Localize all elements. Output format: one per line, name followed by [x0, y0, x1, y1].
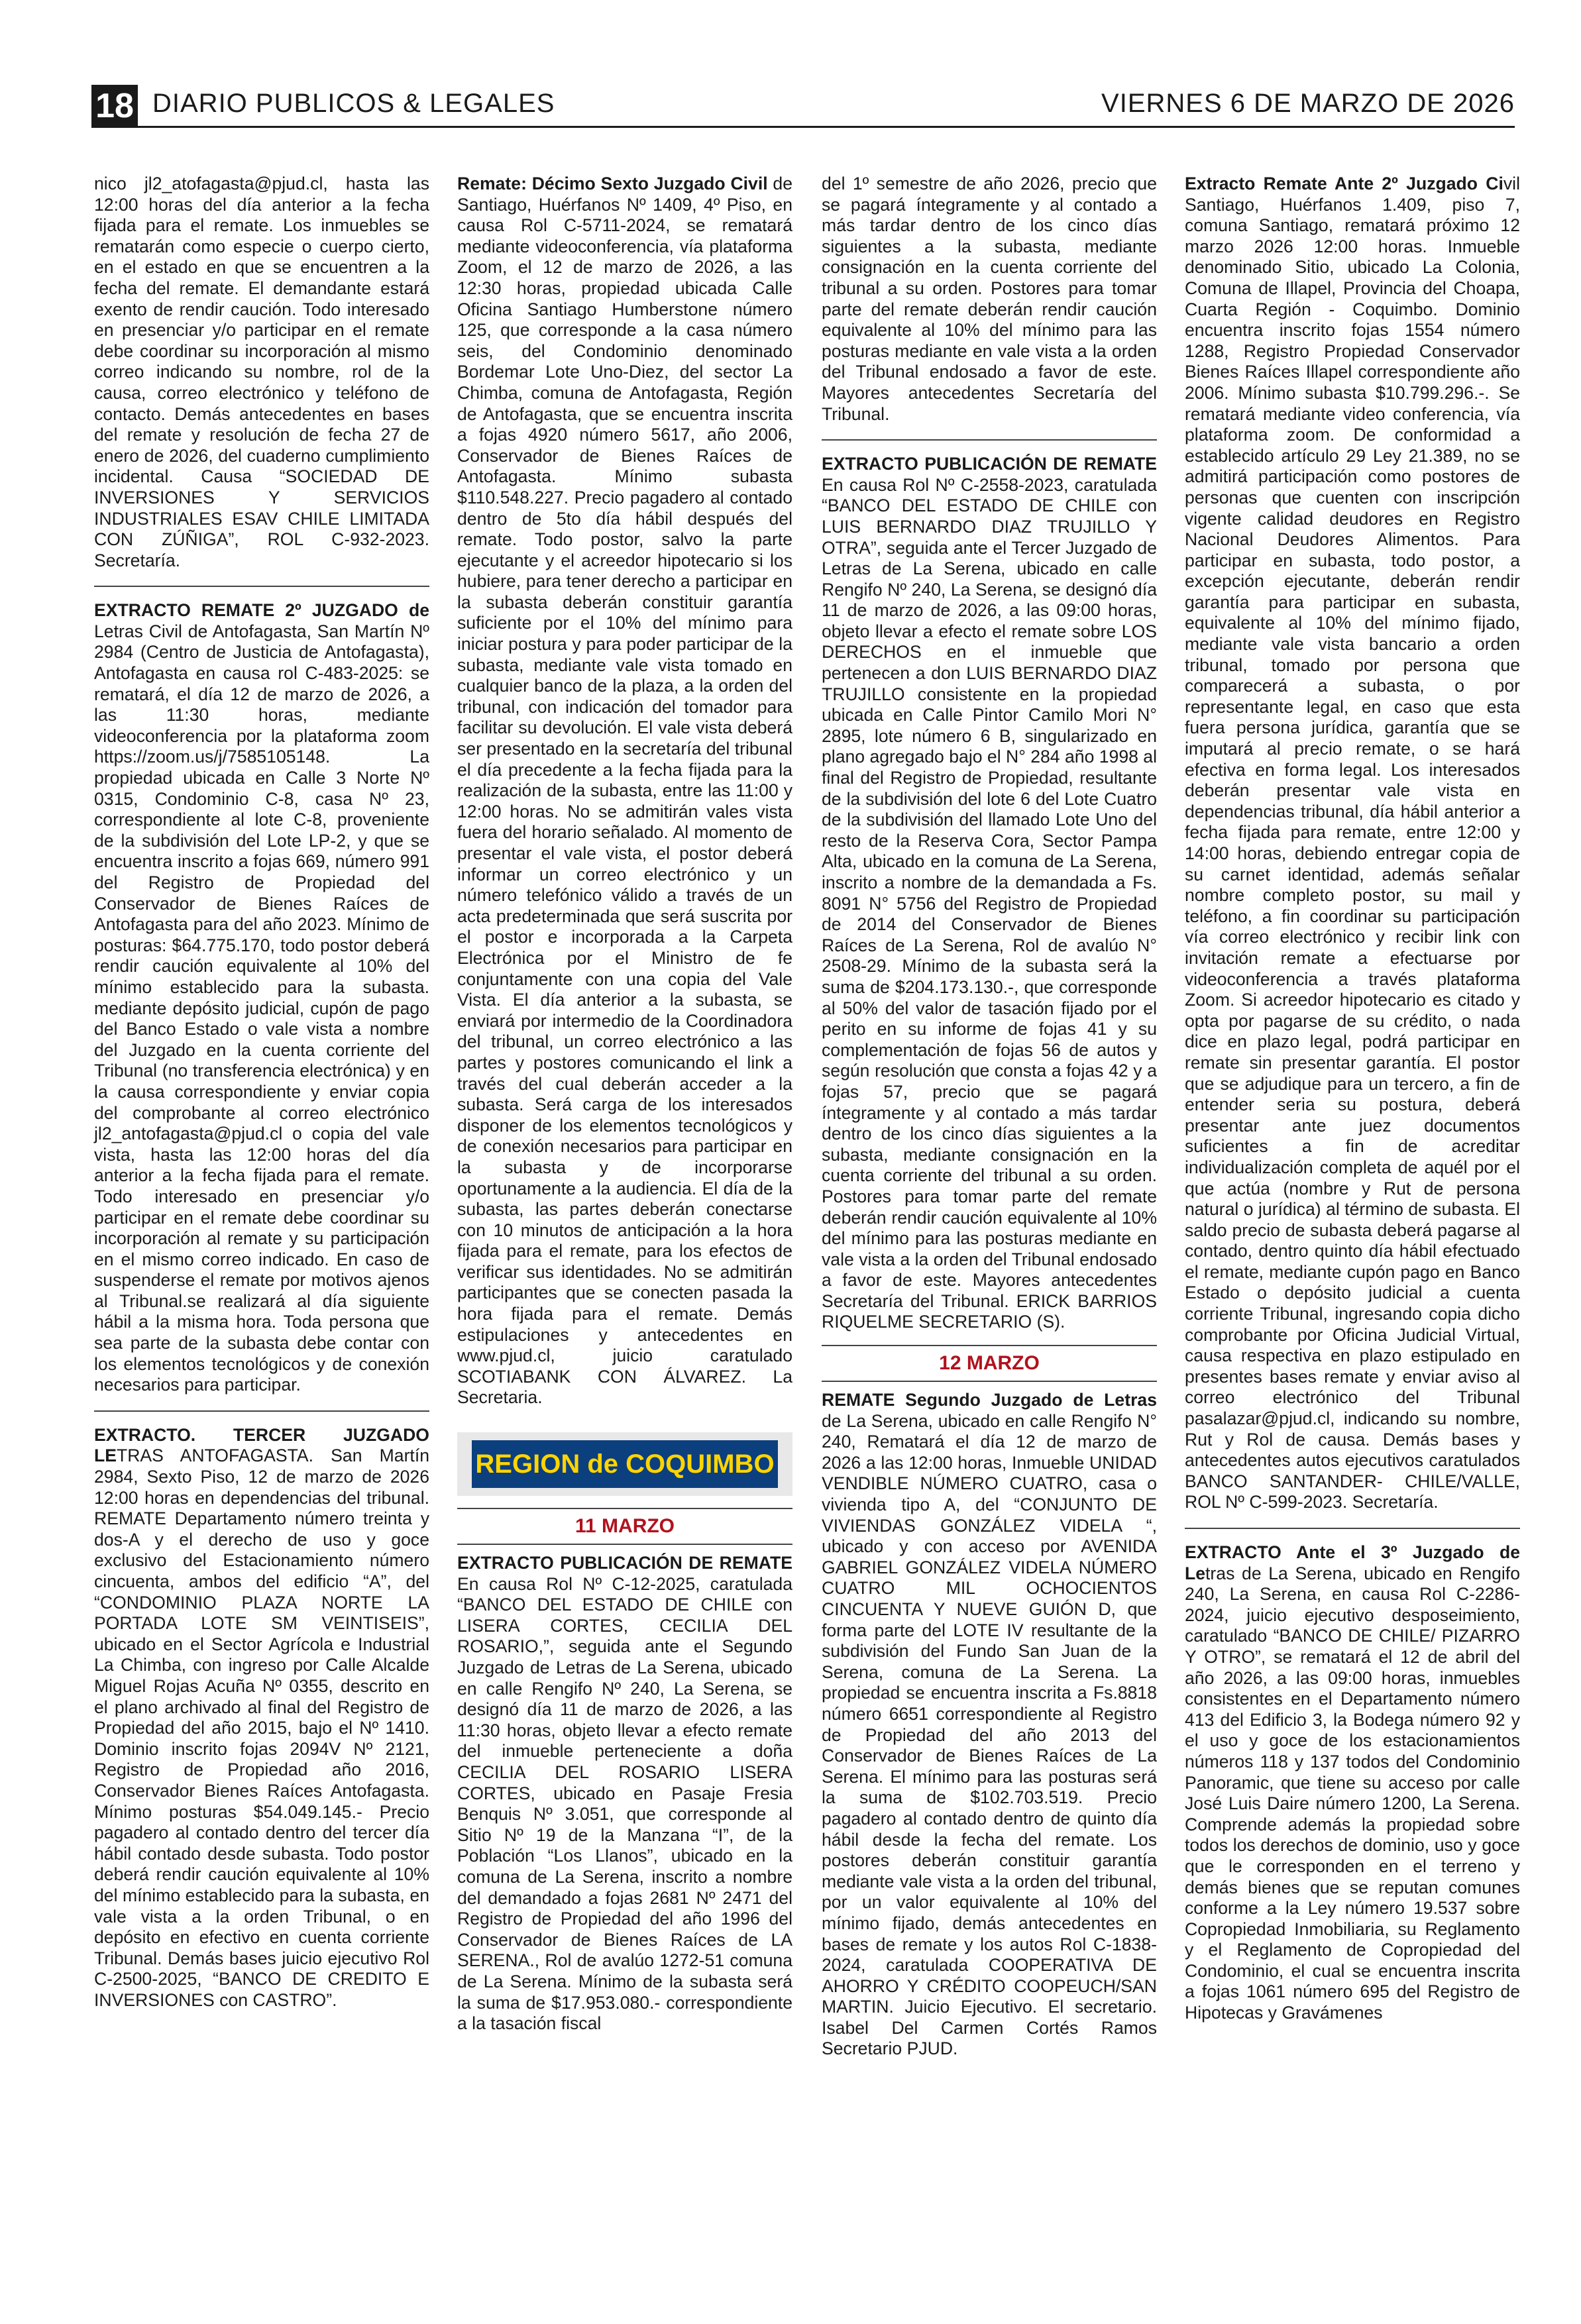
masthead: [91, 85, 1515, 128]
notice-heading: EXTRACTO REMATE 2º JUZGADO de: [94, 600, 429, 621]
notice: [1185, 174, 1520, 1513]
notice-heading: Remate: Décimo Sexto Juzgado Civil: [457, 174, 768, 193]
notice-heading: Extracto Remate Ante 2º Juzgado Ci: [1185, 174, 1503, 193]
notice-body: En causa Rol Nº C-12-2025, caratulada “BANCO DEL ESTADO DE CHILE con LISERA CORTES, CECILIA DEL ROSARIO,”, seguida ante el Segundo Juzgado de Letras de La Serena, ubicado en calle Rengifo Nº 240, La Serena, se designó día 11 de marzo de 2026, a las 11:30 horas, objeto llevar a efecto remate del inmueble perteneciente a doña CECILIA DEL ROSARIO LISERA CORTES, ubicado en Pasaje Fresia Benquis Nº 3.051, que corresponde al Sitio Nº 19 de la Manzana “I”, de la Población “Los Llanos”, ubicado en la comuna de La Serena, inscrito a nombre del demandado a fojas 2681 Nº 2471 del Registro de Propiedad del año 1996 del Conservador de Bienes Raíces de LA SERENA., Rol de avalúo 1272-51 comuna de La Serena. Mínimo de la subasta será la suma de $17.953.080.- correspondiente a la tasación fiscal: [457, 1573, 792, 2034]
notice-body: de Santiago, Huérfanos Nº 1409, 4º Piso, en causa Rol C-5711-2024, se rematará mediante videoconferencia, vía plataforma Zoom, el 12 de marzo de 2026, a las 12:30 horas, propiedad ubicada Calle Oficina Santiago Humberstone número 125, que corresponde a la casa número seis, del Condominio denominado Bordemar Lote Uno-Diez, del sector La Chimba, comuna de Antofagasta, Región de Antofagasta, que se encuentra inscrita a fojas 4920 número 5617, año 2006, Conservador de Bienes Raíces de Antofagasta. Mínimo subasta $110.548.227. Precio pagadero al contado dentro de 5to día hábil después del remate. Todo postor, salvo la parte ejecutante y el acreedor hipotecario si los hubiere, para tener derecho a participar en la subasta deberán constituir garantía suficiente por el 10% del mínimo para iniciar postura y para poder participar de la subasta, mediante vale vista tomado en cualquier banco de la plaza, a la orden del tribunal, con indicación del tomador para facilitar su devolución. El vale vista deberá ser presentado en la secretaría del tribunal el día precedente a la fecha fijada para la realización de la subasta, entre las 11:00 y 12:00 horas. No se admitirán vales vista fuera del horario señalado. Al momento de presentar el vale vista, el postor deberá informar un correo electrónico y un número telefónico válido a través de un acta predeterminada que será suscrita por el postor e incorporada a la Carpeta Electrónica por el Ministro de fe conjuntamente con una copia del Vale Vista. El día anterior a la subasta, se enviará por intermedio de la Coordinadora del tribunal, un correo electrónico a las partes y postores comunicando el link a través del cual deberán acceder a la subasta. Será carga de los interesados disponer de los elementos tecnológicos y de conexión necesarios para participar en la subasta y de incorporarse oportunamente a la audiencia. El día de la subasta, las partes deberán conectarse con 10 minutos de anticipación a la hora fijada para el remate, para los efectos de verificar sus identidades. No se admitirán participantes que se conecten pasada la hora fijada para el remate. Demás estipulaciones y antecedentes en www.pjud.cl, juicio caratulado SCOTIABANK CON ÁLVAREZ. La Secretaria.: [457, 174, 792, 1408]
notice-heading: REMATE Segundo Juzgado de Letras: [822, 1390, 1157, 1410]
notice-body: Letras Civil de Antofagasta, San Martín Nº 2984 (Centro de Justicia de Antofagasta), Antofagasta en causa rol C-483-2025: se rematará, el día 12 de marzo de 2026, a las 11:30 horas, mediante videoconferencia por la plataforma zoom https://zoom.us/j/7585105148. La propiedad ubicada en Calle 3 Norte Nº 0315, Condominio C-8, casa Nº 23, correspondiente al lote C-8, proveniente de la subdivisión del Lote LP-2, y que se encuentra inscrito a fojas 669, número 991 del Registro de Propiedad del Conservador de Bienes Raíces de Antofagasta para del año 2023. Mínimo de posturas: $64.775.170, todo postor deberá rendir caución equivalente al 10% del mínimo establecido para la subasta. mediante depósito judicial, cupón de pago del Banco Estado o vale vista a nombre del Juzgado en la cuenta corriente del Tribunal (no transferencia electrónica) y en la causa correspondiente y enviar copia del comprobante al correo electrónico jl2_antofagasta@pjud.cl o copia del vale vista, hasta las 12:00 horas del día anterior a la fecha fijada para el remate. Todo interesado en presenciar y/o participar en el remate debe coordinar su incorporación al remate y su participación en el mismo correo indicado. En caso de suspenderse el remate por motivos ajenos al Tribunal.se realizará al día siguiente hábil a la misma hora. Toda persona que sea parte de la subasta debe contar con los elementos tecnológicos y de conexión necesarios para participar.: [94, 621, 429, 1395]
notice: [822, 1390, 1157, 2060]
notice-heading: EXTRACTO Ante el 3º Juzgado de Le: [1185, 1542, 1520, 1583]
notice: [94, 600, 429, 1396]
publication-date: VIERNES 6 DE MARZO DE 2026: [1101, 89, 1515, 118]
notice: [822, 454, 1157, 1333]
notice-divider: [822, 439, 1157, 441]
notice: [457, 1553, 792, 2034]
notice-body: tras de La Serena, ubicado en Rengifo 240, La Serena, en causa Rol C-2286-2024, juicio ejecutivo desposeimiento, caratulado “BANCO DE CHILE/ PIZARRO Y OTRO”, se rematará el 12 de abril del año 2026, a las 09:00 horas, inmuebles consistentes en el Departamento número 413 del Edificio 3, la Bodega número 92 y el uso y goce de los estacionamientos números 118 y 137 todos del Condominio Panoramic, que tiene su acceso por calle José Luis Daire número 1200, La Serena. Comprende además la propiedad sobre todos los derechos de dominio, uso y goce que le corresponden en el terreno y demás bienes que se reputan comunes conforme a la Ley número 19.537 sobre Copropiedad Inmobiliaria, su Reglamento y el Reglamento de Copropiedad del Condominio, el cual se encuentra inscrita a fojas 1061 número 695 del Registro de Hipotecas y Gravámenes: [1185, 1563, 1520, 2023]
notice-divider: [1185, 1528, 1520, 1529]
notice-text: nico jl2_atofagasta@pjud.cl, hasta las 12:00 horas del día anterior a la fecha fijada para el remate. Los inmuebles se rematarán como especie o cuerpo cierto, en el estado en que se encuentren a la fecha del remate. El demandante estará exento de rendir caución. Todo interesado en presenciar y/o participar en el remate debe coordinar su incorporación al mismo correo indicando su nombre, rol de la causa, correo electrónico y teléfono de contacto. Demás antecedentes en bases del remate y resolución de fecha 27 de enero de 2026, del cuaderno cumplimiento incidental. Causa “SOCIEDAD DE INVERSIONES Y SERVICIOS INDUSTRIALES ESAV CHILE LIMITADA CON ZÚÑIGA”, ROL C-932-2023. Secretaría.: [94, 174, 429, 570]
column-1: [94, 174, 429, 2011]
notice-divider: [94, 1410, 429, 1412]
page-number: 18: [91, 85, 138, 127]
notice-heading: EXTRACTO PUBLICACIÓN DE REMATE: [822, 454, 1157, 474]
date-heading: 12 MARZO: [822, 1345, 1157, 1382]
notice-text: del 1º semestre de año 2026, precio que se pagará íntegramente y al contado a más tardar dentro de los cinco días siguientes a la subasta, mediante consignación en la cuenta corriente del tribunal a su orden. Postores para tomar parte del remate deberán rendir caución equivalente al 10% del mínimo para las posturas mediante en vale vista a la orden del Tribunal endosado a favor de este. Mayores antecedentes Secretaría del Tribunal.: [822, 174, 1157, 424]
notice: [457, 174, 792, 1408]
notice-body: En causa Rol Nº C-2558-2023, caratulada “BANCO DEL ESTADO DE CHILE con LUIS BERNARDO DIAZ TRUJILLO Y OTRA”, seguida ante el Tercer Juzgado de Letras de La Serena, ubicado en calle Rengifo Nº 240, La Serena, se designó día 11 de marzo de 2026, a las 09:00 horas, objeto llevar a efecto el remate sobre LOS DERECHOS en el inmueble que pertenecen a don LUIS BERNARDO DIAZ TRUJILLO consistente en la propiedad ubicada en Calle Pintor Camilo Mori N° 2895, lote número 6 B, singularizado en plano agregado bajo el N° 284 año 1998 al final del Registro de Propiedad, resultante de la subdivisión del lote 6 del Lote Cuatro de la subdivisión del llamado Lote Uno del resto de la Reserva Cora, Sector Pampa Alta, ubicado en la comuna de La Serena, inscrito a nombre de la demandada a Fs. 8091 N° 5756 del Registro de Propiedad de 2014 del Conservador de Bienes Raíces de La Serena, Rol de avalúo N° 2508-29. Mínimo de la subasta será la suma de $204.173.130.-, que corresponde al 50% del valor de tasación fijado por el perito en su informe de fojas 41 y su complementación de fojas 56 de autos y según resolución que consta a fojas 42 y a fojas 57, precio que se pagará íntegramente y al contado a más tardar dentro de los cinco días siguientes a la subasta, mediante consignación en la cuenta corriente del tribunal a su orden. Postores para tomar parte del remate deberán rendir caución equivalente al 10% del mínimo para las posturas mediante en vale vista a la orden del Tribunal endosado a favor de este. Mayores antecedentes Secretaría del Tribunal. ERICK BARRIOS RIQUELME SECRETARIO (S).: [822, 474, 1157, 1332]
column-4: [1185, 174, 1520, 2024]
region-banner: [457, 1432, 792, 1496]
notice-body: vil Santiago, Huérfanos 1.409, piso 7, comuna Santiago, rematará próximo 12 marzo 2026 12:00 horas. Inmueble denominado Sitio, ubicado La Colonia, Comuna de Illapel, Provincia del Choapa, Cuarta Región - Coquimbo. Dominio encuentra inscrito fojas 1554 número 1288, Registro Propiedad Conservador Bienes Raíces Illapel correspondiente año 2006. Mínimo subasta $10.799.296.-. Se rematará mediante video conferencia, vía plataforma zoom. De conformidad a establecido artículo 29 Ley 21.389, no se admitirá participación como postores de personas que cuenten con inscripción vigente calidad deudores en Registro Nacional Deudores Alimentos. Para participar en subasta, todo postor, a excepción ejecutante, deberán rendir garantía para participar en subasta, equivalente al 10% del mínimo fijado, mediante vale vista bancario a orden tribunal, tomado por persona que comparecerá a subasta, o por representante legal, en caso que esta fuera persona jurídica, garantía que se imputará al precio remate, o se hará efectiva en forma legal. Los interesados deberán presentar vale vista en dependencias tribunal, día hábil anterior a fecha fijada para remate, entre 12:00 y 14:00 horas, debiendo entregar copia de su carnet identidad, además señalar nombre completo postor, su mail y teléfono, a fin coordinar su participación vía correo electrónico y recibir link con invitación remate a efectuarse por videoconferencia a través plataforma Zoom. Si acreedor hipotecario es citado y opta por pagarse de su crédito, o nada dice en plazo legal, podrá participar en remate sin presentar garantía. El postor que se adjudique para un tercero, a fin de entender seria su postura, deberá presentar ante juez documentos suficientes a fin de acreditar individualización completa de aquél por el que actúa (nombre y Rut de persona natural o jurídica) al término de subasta. El saldo precio de subasta deberá pagarse al contado, dentro quinto día hábil efectuado el remate, mediante cupón pago en Banco Estado o depósito judicial a cuenta corriente Tribunal, ingresando copia dicho comprobante por Oficina Judicial Virtual, causa respectiva en plazo estipulado en presentes bases remate y enviar aviso al correo electrónico del Tribunal pasalazar@pjud.cl, indicando su nombre, Rut y Rol de causa. Demás bases y antecedentes autos ejecutivos caratulados BANCO SANTANDER- CHILE/VALLE, ROL Nº C-599-2023. Secretaría.: [1185, 174, 1520, 1512]
notice-heading: EXTRACTO. TERCER JUZGADO LE: [94, 1424, 429, 1466]
notice-body: TRAS ANTOFAGASTA. San Martín 2984, Sexto Piso, 12 de marzo de 2026 12:00 horas en dependencias del tribunal. REMATE Departamento número treinta y dos-A y el derecho de uso y goce exclusivo del Estacionamiento número cincuenta, ambos del edificio “A”, del “CONDOMINIO PLAZA NORTE LA PORTADA LOTE SM VEINTISEIS”, ubicado en el Sector Agrícola e Industrial La Chimba, con ingreso por Calle Alcalde Miguel Rojas Acuña Nº 0355, descrito en el plano archivado al final del Registro de Propiedad del año 2015, bajo el Nº 1410. Dominio inscrito fojas 2094V Nº 2121, Registro de Propiedad año 2016, Conservador Bienes Raíces Antofagasta. Mínimo posturas $54.049.145.- Precio pagadero al contado dentro del tercer día hábil contado desde subasta. Todo postor deberá rendir caución equivalente al 10% del mínimo establecido para la subasta, en vale vista a la orden Tribunal, o en depósito en efectivo en cuenta corriente Tribunal. Demás bases juicio ejecutivo Rol C-2500-2025, “BANCO DE CREDITO E INVERSIONES con CASTRO”.: [94, 1446, 429, 2010]
column-3: [822, 174, 1157, 2060]
notice: [94, 1425, 429, 2011]
notice-heading: EXTRACTO PUBLICACIÓN DE REMATE: [457, 1553, 792, 1573]
region-title: REGION de COQUIMBO: [472, 1440, 778, 1488]
notice-divider: [94, 586, 429, 587]
notice: [1185, 1542, 1520, 2024]
column-2: [457, 174, 792, 2034]
publication-name: DIARIO PUBLICOS & LEGALES: [152, 89, 555, 118]
notice-body: de La Serena, ubicado en calle Rengifo N° 240, Rematará el día 12 de marzo de 2026 a las 12:00 horas, Inmueble UNIDAD VENDIBLE NÚMERO CUATRO, casa o vivienda tipo A, del “CONJUNTO DE VIVIENDAS GONZÁLEZ VIDELA “, ubicado y con acceso por AVENIDA GABRIEL GONZÁLEZ VIDELA NÚMERO CUATRO MIL OCHOCIENTOS CINCUENTA Y NUEVE GUIÓN D, que forma parte del LOTE IV resultante de la subdivisión del Fundo San Juan de la Serena, comuna de La Serena. La propiedad se encuentra inscrita a Fs.8818 número 6651 correspondiente al Registro de Propiedad del año 2013 del Conservador de Bienes Raíces de La Serena. El mínimo para las posturas será la suma de $102.703.519. Precio pagadero al contado dentro de quinto día hábil desde la fecha del remate. Los postores deberán constituir garantía mediante vale vista a la orden del tribunal, por un valor equivalente al 10% del mínimo fijado, demás antecedentes en bases de remate y los autos Rol C-1838-2024, caratulada COOPERATIVA DE AHORRO Y CRÉDITO COOPEUCH/SAN MARTIN. Juicio Ejecutivo. El secretario. Isabel Del Carmen Cortés Ramos Secretario PJUD.: [822, 1410, 1157, 2059]
date-heading: 11 MARZO: [457, 1508, 792, 1545]
